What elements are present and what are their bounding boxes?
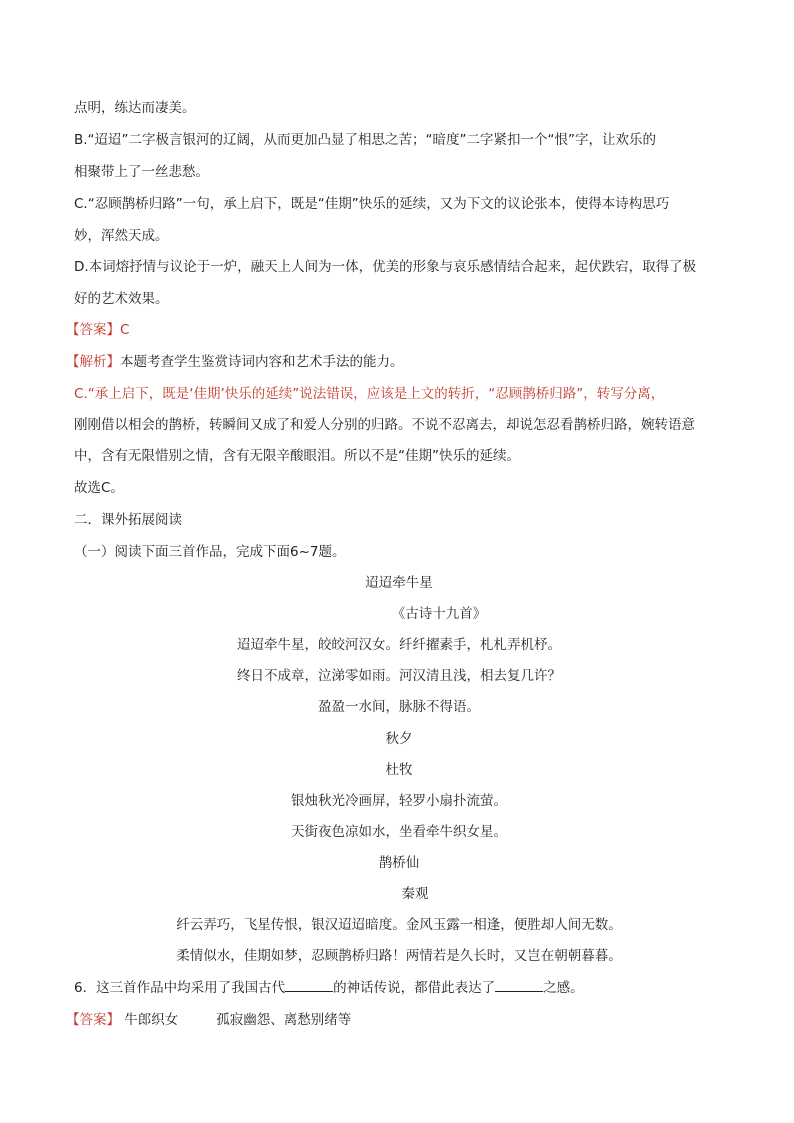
- poem-3-title: 鹊桥仙: [378, 855, 420, 871]
- answer-6-value-2: 孤寂幽怨、离愁别绪等: [216, 1012, 352, 1028]
- answer-tag: 【答案】: [66, 322, 120, 338]
- option-d-line-2: 好的艺术效果。: [74, 291, 169, 307]
- analysis-1: [66, 352, 404, 372]
- answer-value: C: [120, 322, 130, 338]
- question-6-part-2: 的神话传说，都借此表达了: [333, 980, 496, 996]
- question-6-part-1: 6．这三首作品中均采用了我国古代: [74, 980, 286, 996]
- option-c-line-2: 妙，浑然天成。: [74, 228, 169, 244]
- option-b-line-1: B.“迢迢”二字极言银河的辽阔，从而更加凸显了相思之苦；“暗度”二字紧扣一个“恨”字，让欢乐的: [74, 132, 657, 148]
- poem-2-author: 杜牧: [385, 762, 413, 778]
- question-6-blank-2: [495, 978, 543, 992]
- answer-6-value-1: 牛郎织女: [124, 1012, 179, 1028]
- answer-6-tag: 【答案】: [66, 1012, 120, 1028]
- analysis-body-line-1: C.“承上启下，既是‘佳期’快乐的延续”说法错误，应该是上文的转折，“忍顾鹊桥归路”，转写分离，: [74, 386, 665, 402]
- question-6-blank-1: [285, 978, 333, 992]
- poem-3-line-1: 纤云弄巧，飞星传恨，银汉迢迢暗度。金风玉露一相逢，便胜却人间无数。: [176, 917, 622, 933]
- poem-3-author: 秦观: [401, 886, 429, 902]
- answer-6: [66, 1010, 351, 1030]
- poem-2-title: 秋夕: [385, 731, 413, 747]
- poem-1-line-3: 盈盈一水间，脉脉不得语。: [318, 699, 480, 715]
- analysis-text: 本题考查学生鉴赏诗词内容和艺术手法的能力。: [120, 354, 404, 370]
- answer-1: [66, 320, 129, 340]
- poem-2-line-1: 银烛秋光冷画屏，轻罗小扇扑流萤。: [291, 793, 507, 809]
- poem-1-title: 迢迢牵牛星: [365, 575, 433, 591]
- option-b-line-2: 相聚带上了一丝悲愁。: [74, 164, 209, 180]
- question-6-part-3: 之感。: [543, 980, 584, 996]
- option-d-line-1: D.本词熔抒情与议论于一炉，融天上人间为一体，优美的形象与哀乐感情结合起来，起伏跌宕，取得了极: [74, 259, 697, 275]
- poem-3-line-2: 柔情似水，佳期如梦，忍顾鹊桥归路！两情若是久长时，又岂在朝朝暮暮。: [176, 948, 622, 964]
- question-6: [74, 978, 584, 998]
- poem-1-line-2: 终日不成章，泣涕零如雨。河汉清且浅，相去复几许？: [237, 668, 561, 684]
- analysis-body-line-2: 刚刚借以相会的鹊桥，转瞬间又成了和爱人分别的归路。不说不忍离去，却说怎忍看鹊桥归路，婉转语意: [74, 417, 695, 433]
- analysis-body-line-3: 中，含有无限惜别之情，含有无限辛酸眼泪。所以不是“佳期”快乐的延续。: [74, 448, 520, 464]
- choose-line: 故选C。: [74, 480, 124, 496]
- poem-2-line-2: 天街夜色凉如水，坐看牵牛织女星。: [291, 824, 507, 840]
- poem-1-author: 《古诗十九首》: [391, 606, 487, 622]
- poem-1-line-1: 迢迢牵牛星，皎皎河汉女。纤纤擢素手，札札弄机杼。: [237, 637, 561, 653]
- analysis-tag: 【解析】: [66, 354, 120, 370]
- intro-tail: 点明，练达而凄美。: [74, 100, 196, 116]
- subsection-1-instruction: （一）阅读下面三首作品，完成下面6~7题。: [74, 544, 346, 560]
- option-c-line-1: C.“忍顾鹊桥归路”一句，承上启下，既是“佳期”快乐的延续，又为下文的议论张本，使得本诗构思巧: [74, 196, 670, 212]
- section-2-heading: 二．课外拓展阅读: [74, 512, 182, 528]
